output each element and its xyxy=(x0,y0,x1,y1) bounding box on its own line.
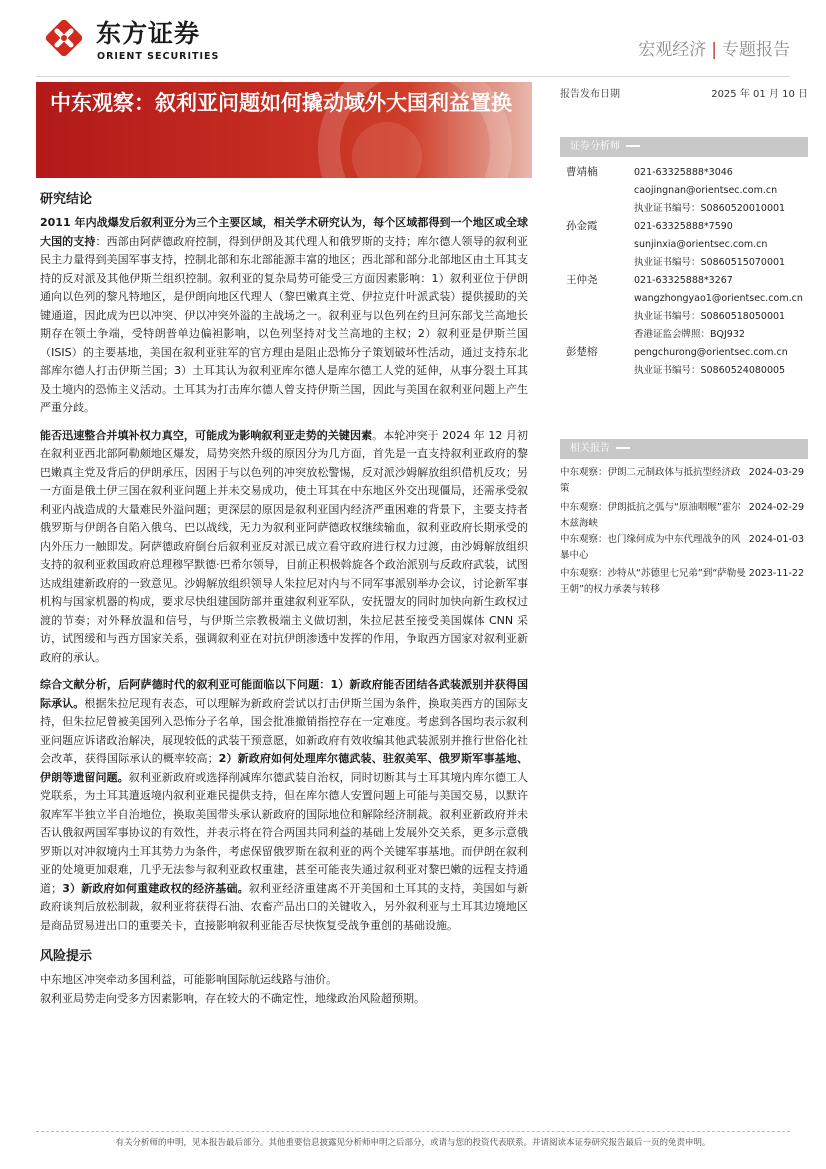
related-report-date: 2024-01-03 xyxy=(748,534,804,545)
report-date-row xyxy=(560,88,808,102)
paragraph-body: 。本轮冲突于 2024 年 12 月初在叙利亚西北部阿勒颇地区爆发，局势突然升级的原因分为几方面，首先是一直支持叙利亚政府的黎巴嫩真主党及背后的伊朗承压，因困于与以色列的冲突放松警惕，反对派沙姆解放组织借机反攻；另一方面是俄土伊三国在叙利亚问题上并未交易成功，使土耳其在中东地区外交出现僵局，还需承受叙利亚内战造成的大量难民外溢问题；更深层的原因是叙利亚国内经济严重困难的背景下，主要支持者俄罗斯与伊朗各自陷入俄乌、巴以战线，无力为叙利亚阿萨德政权继续输血，叙利亚政府长期承受的内外压力一触即发。阿萨德政府倒台后叙利亚反对派已成立看守政府进行权力过渡，由沙姆解放组织支持的叙利亚救国政府总理穆罕默德·巴希尔领导，目前正积极斡旋各个政治派别与反政府武装，试图达成组建新政府的一致意见。沙姆解放组织领导人朱拉尼对内与不同军事派别举办会议，讨论新军事机构与国家机器的构成，要求尽快组建国防部并重建叙利亚军队，安抚盟友的同时加快向新生政权过渡的节奏；对外释放温和信号，与伊斯兰宗教极端主义做切割，朱拉尼甚至接受美国媒体 CNN 采访，试图缓和与西方国家关系，强调叙利亚在对抗伊朗渗透中发挥的作用，争取西方国家对叙利亚新政府的承认。 xyxy=(40,428,528,664)
analyst-phone: 021-63325888*3046 xyxy=(634,167,733,178)
analyst-cert: 执业证书编号：S0860515070001 xyxy=(634,257,786,268)
header-divider xyxy=(36,76,790,77)
analyst-hk-license: 香港证监会牌照：BQJ932 xyxy=(634,329,745,340)
analyst-cert: 执业证书编号：S0860520010001 xyxy=(634,203,786,214)
analyst-email[interactable]: caojingnan@orientsec.com.cn xyxy=(634,185,778,196)
paragraph-body: 叙利亚经济重建离不开美国和土耳其的支持，美国如与新政府谈判后放松制裁，叙利亚将获得石油、农畜产品出口的关键收入，另外叙利亚与土耳其边境地区是商品贸易进出口的重要关卡，直接影响叙利亚能否尽快恢复受战争重创的基础设施。 xyxy=(40,881,529,932)
paragraph-lead: 综合文献分析，后阿萨德时代的叙利亚可能面临以下问题：1）新政府能否团结各武装派别并获得国际承认。 xyxy=(40,678,528,710)
report-date-label: 报告发布日期 xyxy=(560,89,620,100)
report-title: 中东观察：叙利亚问题如何撬动域外大国利益置换 xyxy=(50,91,512,115)
conclusion-paragraph-2 xyxy=(40,427,528,668)
analyst-cert: 执业证书编号：S0860524080005 xyxy=(634,365,786,376)
paragraph-body: 叙利亚新政府或选择削减库尔德武装自治权，同时切断其与土耳其境内库尔德工人党联系，为土耳其遣返境内叙利亚难民提供支持，但在库尔德人安置问题上可能与美国交易，以默许叙库军半独立半自治地位，换取美国带头承认新政府的国际地位和解除经济制裁。叙利亚新政府并未否认俄叙两国军事协议的有效性，并表示将在符合两国共同利益的基础上发展外交关系，更多示意俄罗斯以对冲叙境内土耳其势力为条件，考虑保留俄罗斯在叙利亚的两个关键军事基地。而伊朗在叙利亚的处境更加艰难，几乎无法参与叙利亚政权重建，甚至可能丧失通过叙利亚对黎巴嫩的远程支持通道； xyxy=(40,770,529,895)
analysts-header xyxy=(560,137,808,157)
logo-text-cn: 东方证券 xyxy=(96,19,201,48)
related-report-title[interactable]: 中东观察：沙特从“苏德里七兄弟”到“萨勒曼王朝”的权力承袭与转移 xyxy=(560,568,746,595)
paragraph-lead: 能否迅速整合并填补权力真空，可能成为影响叙利亚走势的关键因素 xyxy=(40,428,373,442)
conclusion-paragraph-1 xyxy=(40,214,528,418)
paragraph-lead: 3）新政府如何重建政权的经济基础。 xyxy=(62,881,249,895)
analyst-phone: 021-63325888*7590 xyxy=(634,221,733,232)
footer-divider xyxy=(36,1131,790,1132)
main-content xyxy=(40,190,528,1008)
category-separator: | xyxy=(711,40,717,60)
footer-disclaimer: 有关分析师的申明，见本报告最后部分。其他重要信息披露见分析师申明之后部分，或请与您的投资代表联系。并请阅读本证券研究报告最后一页的免责申明。 xyxy=(115,1138,711,1148)
related-reports-header-label: 相关报告 xyxy=(570,442,630,456)
section-title-risk: 风险提示 xyxy=(40,949,93,964)
paragraph-lead: 2）新政府如何处理库尔德武装、驻叙美军、俄罗斯军事基地、伊朗等遗留问题。 xyxy=(40,752,528,784)
analyst-name: 彭楚榕 xyxy=(566,346,598,358)
paragraph-lead: 2011 年内战爆发后叙利亚分为三个主要区域，相关学术研究认为，每个区域都得到一个地区或全球大国的支持 xyxy=(40,216,528,248)
category-macro: 宏观经济 xyxy=(638,40,707,60)
related-reports-header xyxy=(560,439,808,459)
report-date-value: 2025 年 01 月 10 日 xyxy=(711,89,808,100)
related-report-title[interactable]: 中东观察：伊朗二元制政体与抵抗型经济政策 xyxy=(560,467,741,494)
analyst-name: 孙金霞 xyxy=(566,220,598,232)
analysts-header-label: 证券分析师 xyxy=(570,140,640,154)
logo-text-en: ORIENT SECURITIES xyxy=(97,51,220,62)
analyst-email[interactable]: sunjinxia@orientsec.com.cn xyxy=(634,239,768,250)
conclusion-paragraph-3 xyxy=(40,676,528,935)
risk-item: 中东地区冲突牵动多国利益，可能影响国际航运线路与油价。 xyxy=(40,973,337,986)
related-report-title[interactable]: 中东观察：伊朗抵抗之弧与“原油咽喉”霍尔木兹海峡 xyxy=(560,502,741,529)
related-report-title[interactable]: 中东观察：也门缘何成为中东代理战争的风暴中心 xyxy=(560,534,741,561)
title-banner xyxy=(36,82,532,178)
analyst-phone: 021-63325888*3267 xyxy=(634,275,733,286)
category-special: 专题报告 xyxy=(722,40,790,60)
analyst-email[interactable]: wangzhongyao1@orientsec.com.cn xyxy=(634,293,803,304)
orient-securities-logo-icon xyxy=(46,20,82,56)
analyst-cert: 执业证书编号：S0860518050001 xyxy=(634,311,786,322)
related-report-date: 2024-03-29 xyxy=(748,467,804,478)
related-report-date: 2023-11-22 xyxy=(748,568,804,579)
analyst-name: 王仲尧 xyxy=(566,274,598,286)
paragraph-body: ：西部由阿萨德政府控制，得到伊朗及其代理人和俄罗斯的支持；库尔德人领导的叙利亚民主力量得到美国军事支持，控制北部和东北部能源丰富的地区；西北部和部分北部地区由土耳其支持的反对派及其他伊斯兰组织控制。叙利亚的复杂局势可能受三方面因素影响：1）叙利亚位于伊朗通向以色列的黎凡特地区，是伊朗向地区代理人（黎巴嫩真主党、伊拉克什叶派武装）提供援助的关键通道，因此成为巴以冲突、伊以冲突外溢的主战场之一。叙利亚与以色列在约旦河东部戈兰高地长期存在领土争端，受特朗普单边偏袒影响，以色列坚持对戈兰高地的主权；2）叙利亚是伊斯兰国（ISIS）的主要基地，美国在叙利亚驻军的官方理由是阻止恐怖分子策划破坏性活动，通过支持东北部库尔德人打击伊斯兰国；3）土耳其认为叙利亚库尔德人是库尔德工人党的延伸，从事分裂土耳其及土境内的恐怖主义活动。土耳其为打击库尔德人曾支持伊斯兰国，因此与美国在叙利亚问题上产生严重分歧。 xyxy=(40,234,529,414)
related-report-date: 2024-02-29 xyxy=(748,502,804,513)
analyst-email[interactable]: pengchurong@orientsec.com.cn xyxy=(634,347,788,358)
paragraph-body: 根据朱拉尼现有表态，可以理解为新政府尝试以打击伊斯兰国为条件，换取美西方的国际支持，但朱拉尼曾被美国列入恐怖分子名单，国会批准撤销指控存在一定难度。考虑到各国均表示叙利亚问题应诉诸政治解决，展现较低的武装干预意愿，如新政府有效收编其他武装派别并推行世俗化社会改革，获得国际承认的概率较高； xyxy=(40,696,528,765)
analyst-name: 曹靖楠 xyxy=(566,166,598,178)
report-category xyxy=(638,38,790,62)
risk-item: 叙利亚局势走向受多方因素影响，存在较大的不确定性，地缘政治风险超预期。 xyxy=(40,991,425,1005)
section-title-conclusion: 研究结论 xyxy=(40,192,93,207)
